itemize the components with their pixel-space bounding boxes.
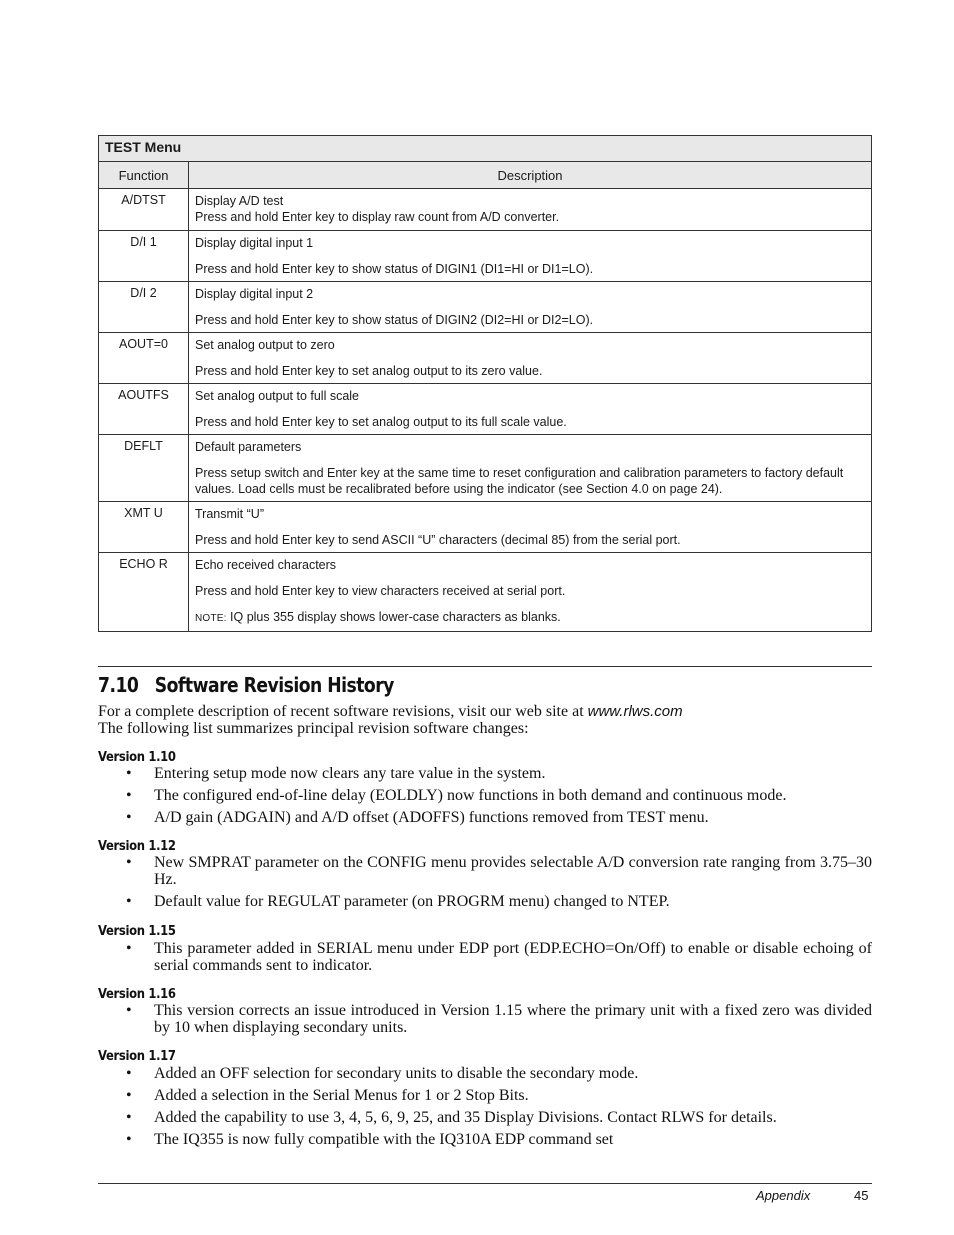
- bullet-icon: •: [126, 1065, 132, 1082]
- bullet-icon: •: [126, 1087, 132, 1104]
- bullet-icon: •: [126, 787, 132, 804]
- column-header-description: Description: [189, 162, 872, 189]
- bullet-icon: •: [126, 854, 132, 871]
- description-summary: Echo received characters: [195, 558, 337, 572]
- intro-text: For a complete description of recent software revisions, visit our web site at: [98, 703, 588, 720]
- description-summary: Display digital input 1: [195, 236, 314, 250]
- note-label: NOTE:: [195, 613, 227, 624]
- version-change-list: [98, 1002, 872, 1041]
- footer-divider: [98, 1183, 872, 1184]
- table-row: [99, 384, 872, 435]
- version-change-list: [98, 940, 872, 979]
- list-item: • New SMPRAT parameter on the CONFIG menu provides selectable A/D conversion rate ranging from 3.75–30 Hz.: [126, 854, 872, 888]
- description-detail: Press and hold Enter key to show status of DIGIN1 (DI1=HI or DI1=LO).: [195, 262, 594, 276]
- function-cell: XMT U: [99, 502, 189, 553]
- list-item: • The configured end-of-line delay (EOLDLY) now functions in both demand and continuous mode.: [126, 787, 787, 804]
- list-item: • This parameter added in SERIAL menu under EDP port (EDP.ECHO=On/Off) to enable or disable echoing of serial commands sent to indicator.: [126, 940, 872, 974]
- version-change-list: [98, 765, 872, 831]
- description-cell: [189, 384, 872, 435]
- description-cell: [189, 282, 872, 333]
- list-item: • A/D gain (ADGAIN) and A/D offset (ADOFFS) functions removed from TEST menu.: [126, 809, 709, 826]
- description-cell: [189, 333, 872, 384]
- table-row: [99, 435, 872, 502]
- function-cell: ECHO R: [99, 553, 189, 632]
- description-summary: Default parameters: [195, 440, 302, 454]
- function-cell: AOUT=0: [99, 333, 189, 384]
- version-change-list: [98, 854, 872, 915]
- list-item: • Added an OFF selection for secondary units to disable the secondary mode.: [126, 1065, 639, 1082]
- page-number: 45: [854, 1188, 869, 1203]
- bullet-icon: •: [126, 893, 132, 910]
- description-cell: [189, 189, 872, 231]
- function-cell: AOUTFS: [99, 384, 189, 435]
- function-cell: A/DTST: [99, 189, 189, 231]
- section-divider: [98, 666, 872, 667]
- description-detail: Press and hold Enter key to display raw count from A/D converter.: [195, 210, 560, 224]
- description-detail: Press and hold Enter key to view characters received at serial port.: [195, 584, 566, 598]
- table-row: [99, 189, 872, 231]
- bullet-icon: •: [126, 1131, 132, 1148]
- description-detail: Press and hold Enter key to show status of DIGIN2 (DI2=HI or DI2=LO).: [195, 313, 594, 327]
- bullet-icon: •: [126, 765, 132, 782]
- section-title: Software Revision History: [154, 673, 394, 697]
- section-number: 7.10: [98, 673, 139, 697]
- website-link[interactable]: www.rlws.com: [587, 703, 683, 720]
- test-menu-table: [98, 135, 872, 632]
- function-cell: D/I 2: [99, 282, 189, 333]
- section-heading: [98, 673, 394, 697]
- description-cell: [189, 231, 872, 282]
- description-detail: Press setup switch and Enter key at the same time to reset configuration and calibration parameters to factory default values. Load cells must be recalibrated before using the indicator (see Section 4.0 on page 24).: [195, 466, 844, 496]
- list-item: • Added a selection in the Serial Menus for 1 or 2 Stop Bits.: [126, 1087, 529, 1104]
- description-summary: Display digital input 2: [195, 287, 314, 301]
- column-header-function: Function: [99, 162, 189, 189]
- list-item: • The IQ355 is now fully compatible with the IQ310A EDP command set: [126, 1131, 614, 1148]
- description-summary: Set analog output to full scale: [195, 389, 360, 403]
- bullet-icon: •: [126, 1002, 132, 1019]
- version-heading: Version 1.17: [98, 1048, 176, 1064]
- version-change-list: [98, 1065, 872, 1153]
- section-intro: [98, 703, 872, 737]
- description-detail: Press and hold Enter key to set analog output to its zero value.: [195, 364, 543, 378]
- description-summary: Set analog output to zero: [195, 338, 335, 352]
- function-cell: D/I 1: [99, 231, 189, 282]
- table-row: [99, 282, 872, 333]
- bullet-icon: •: [126, 940, 132, 957]
- description-detail: Press and hold Enter key to set analog output to its full scale value.: [195, 415, 567, 429]
- list-item: • Added the capability to use 3, 4, 5, 6, 9, 25, and 35 Display Divisions. Contact RLWS for details.: [126, 1109, 777, 1126]
- list-item: • This version corrects an issue introduced in Version 1.15 where the primary unit with a fixed zero was divided by 10 when displaying secondary units.: [126, 1002, 872, 1036]
- description-summary: Transmit “U”: [195, 507, 264, 521]
- description-cell: [189, 502, 872, 553]
- version-heading: Version 1.12: [98, 838, 176, 854]
- table-row: [99, 502, 872, 553]
- note-text: IQ plus 355 display shows lower-case characters as blanks.: [226, 610, 561, 624]
- description-cell: [189, 553, 872, 632]
- table-row: [99, 333, 872, 384]
- table-title: TEST Menu: [99, 136, 872, 162]
- list-item: • Default value for REGULAT parameter (on PROGRM menu) changed to NTEP.: [126, 893, 670, 910]
- footer-section-name: Appendix: [756, 1188, 811, 1203]
- description-cell: [189, 435, 872, 502]
- version-heading: Version 1.15: [98, 923, 176, 939]
- list-item: • Entering setup mode now clears any tare value in the system.: [126, 765, 546, 782]
- bullet-icon: •: [126, 1109, 132, 1126]
- description-summary: Display A/D test: [195, 194, 284, 208]
- function-cell: DEFLT: [99, 435, 189, 502]
- description-detail: Press and hold Enter key to send ASCII “U” characters (decimal 85) from the serial port.: [195, 533, 681, 547]
- intro-summary: The following list summarizes principal revision software changes:: [98, 720, 529, 737]
- version-heading: Version 1.10: [98, 749, 176, 765]
- note: [195, 609, 866, 627]
- table-row: [99, 553, 872, 632]
- table-row: [99, 231, 872, 282]
- bullet-icon: •: [126, 809, 132, 826]
- version-heading: Version 1.16: [98, 986, 176, 1002]
